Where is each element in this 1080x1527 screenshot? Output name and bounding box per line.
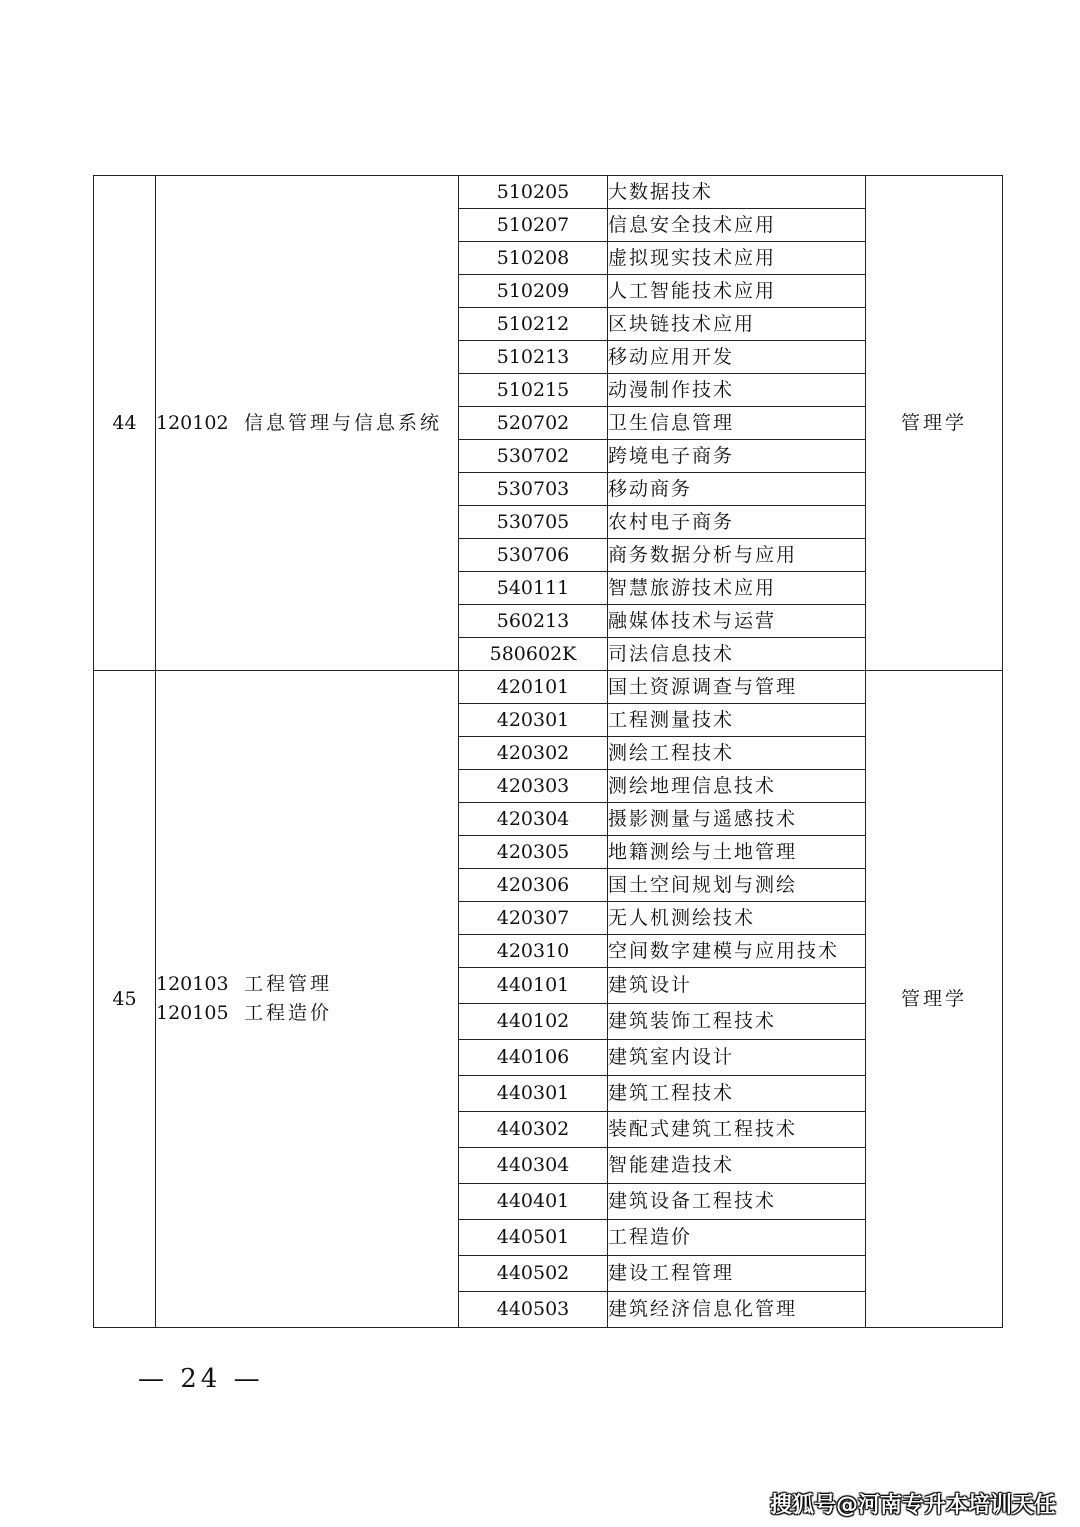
- vocational-major-name: 卫生信息管理: [608, 407, 866, 440]
- undergrad-major-code: 120102: [156, 411, 229, 434]
- vocational-major-code: 440106: [459, 1040, 608, 1076]
- vocational-major-code: 520702: [459, 407, 608, 440]
- vocational-major-name: 建筑设备工程技术: [608, 1184, 866, 1220]
- undergrad-major-cell: [156, 176, 459, 671]
- vocational-major-name: 建筑室内设计: [608, 1040, 866, 1076]
- vocational-major-name: 跨境电子商务: [608, 440, 866, 473]
- vocational-major-code: 440301: [459, 1076, 608, 1112]
- vocational-major-code: 530702: [459, 440, 608, 473]
- vocational-major-code: 420310: [459, 935, 608, 968]
- vocational-major-name: 移动商务: [608, 473, 866, 506]
- undergrad-major: [156, 409, 458, 438]
- undergrad-major: [156, 970, 458, 999]
- vocational-major-name: 区块链技术应用: [608, 308, 866, 341]
- vocational-major-name: 融媒体技术与运营: [608, 605, 866, 638]
- vocational-major-code: 420101: [459, 671, 608, 704]
- vocational-major-code: 510215: [459, 374, 608, 407]
- vocational-major-name: 测绘地理信息技术: [608, 770, 866, 803]
- vocational-major-code: 510205: [459, 176, 608, 209]
- vocational-major-name: 动漫制作技术: [608, 374, 866, 407]
- page-number: — 24 —: [138, 1364, 264, 1394]
- vocational-major-name: 司法信息技术: [608, 638, 866, 671]
- vocational-major-name: 国土空间规划与测绘: [608, 869, 866, 902]
- vocational-major-name: 空间数字建模与应用技术: [608, 935, 866, 968]
- undergrad-major-code: 120105: [156, 1002, 229, 1024]
- undergrad-major-name: 工程管理: [244, 973, 333, 995]
- vocational-major-name: 国土资源调查与管理: [608, 671, 866, 704]
- vocational-major-name: 工程测量技术: [608, 704, 866, 737]
- vocational-major-code: 440101: [459, 968, 608, 1004]
- group-seq-cell: 44: [94, 176, 156, 671]
- discipline-category-cell: 管理学: [866, 671, 1003, 1328]
- vocational-major-name: 智慧旅游技术应用: [608, 572, 866, 605]
- undergrad-major: [156, 999, 458, 1028]
- vocational-major-code: 440502: [459, 1256, 608, 1292]
- vocational-major-code: 420304: [459, 803, 608, 836]
- vocational-major-code: 530706: [459, 539, 608, 572]
- vocational-major-name: 人工智能技术应用: [608, 275, 866, 308]
- vocational-major-code: 420305: [459, 836, 608, 869]
- vocational-major-name: 建筑装饰工程技术: [608, 1004, 866, 1040]
- vocational-major-code: 510207: [459, 209, 608, 242]
- undergrad-major-name: 信息管理与信息系统: [244, 411, 443, 434]
- vocational-major-code: 530703: [459, 473, 608, 506]
- vocational-major-name: 地籍测绘与土地管理: [608, 836, 866, 869]
- vocational-major-code: 510208: [459, 242, 608, 275]
- vocational-major-name: 农村电子商务: [608, 506, 866, 539]
- vocational-major-name: 工程造价: [608, 1220, 866, 1256]
- undergrad-major-code: 120103: [156, 973, 229, 995]
- vocational-major-name: 建设工程管理: [608, 1256, 866, 1292]
- vocational-major-name: 商务数据分析与应用: [608, 539, 866, 572]
- vocational-major-code: 510212: [459, 308, 608, 341]
- vocational-major-name: 建筑经济信息化管理: [608, 1292, 866, 1328]
- vocational-major-code: 510213: [459, 341, 608, 374]
- vocational-major-name: 信息安全技术应用: [608, 209, 866, 242]
- vocational-major-code: 440401: [459, 1184, 608, 1220]
- vocational-major-code: 440304: [459, 1148, 608, 1184]
- vocational-major-code: 420307: [459, 902, 608, 935]
- vocational-major-code: 580602K: [459, 638, 608, 671]
- vocational-major-code: 420302: [459, 737, 608, 770]
- undergrad-major-cell: [156, 671, 459, 1328]
- vocational-major-name: 大数据技术: [608, 176, 866, 209]
- vocational-major-name: 测绘工程技术: [608, 737, 866, 770]
- vocational-major-name: 移动应用开发: [608, 341, 866, 374]
- table-row: [94, 176, 1003, 209]
- vocational-major-code: 440501: [459, 1220, 608, 1256]
- undergrad-major-name: 工程造价: [244, 1002, 333, 1024]
- table-row: [94, 671, 1003, 704]
- vocational-major-code: 420306: [459, 869, 608, 902]
- vocational-major-name: 虚拟现实技术应用: [608, 242, 866, 275]
- vocational-major-code: 440503: [459, 1292, 608, 1328]
- vocational-major-code: 420303: [459, 770, 608, 803]
- vocational-major-name: 建筑设计: [608, 968, 866, 1004]
- vocational-major-name: 摄影测量与遥感技术: [608, 803, 866, 836]
- group-seq-cell: 45: [94, 671, 156, 1328]
- vocational-major-name: 装配式建筑工程技术: [608, 1112, 866, 1148]
- vocational-major-code: 540111: [459, 572, 608, 605]
- vocational-major-name: 建筑工程技术: [608, 1076, 866, 1112]
- vocational-major-code: 440302: [459, 1112, 608, 1148]
- major-correspondence-table: [93, 175, 1003, 1328]
- vocational-major-name: 智能建造技术: [608, 1148, 866, 1184]
- vocational-major-code: 420301: [459, 704, 608, 737]
- vocational-major-code: 560213: [459, 605, 608, 638]
- watermark-text: 搜狐号@河南专升本培训天任: [769, 1493, 1056, 1518]
- vocational-major-name: 无人机测绘技术: [608, 902, 866, 935]
- vocational-major-code: 530705: [459, 506, 608, 539]
- vocational-major-code: 440102: [459, 1004, 608, 1040]
- discipline-category-cell: 管理学: [866, 176, 1003, 671]
- vocational-major-code: 510209: [459, 275, 608, 308]
